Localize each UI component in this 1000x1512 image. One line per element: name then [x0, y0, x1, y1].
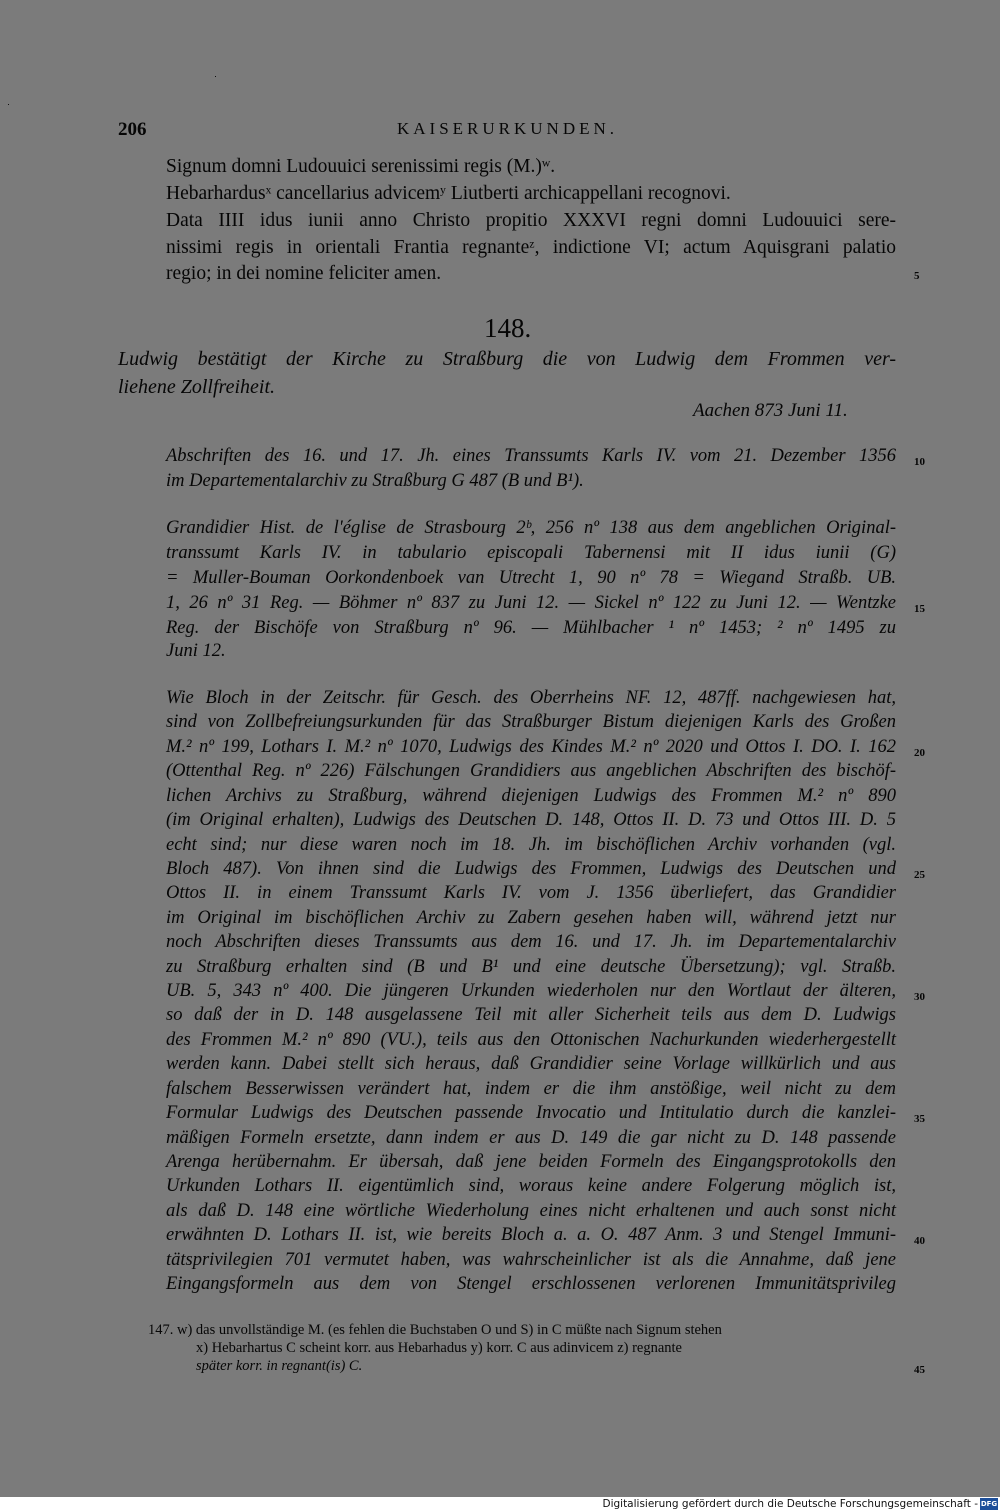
intro-line: regio; in dei nomine feliciter amen. [166, 263, 442, 284]
literature-line: = Muller-Bouman Oorkondenboek van Utrecht 1, 90 nº 78 = Wiegand Straßb. UB. [166, 568, 896, 588]
commentary-line: des Frommen M.² nº 890 (VU.), teils aus den Ottonischen Nachurkunden wiederhergestellt [166, 1030, 896, 1050]
running-title: KAISERURKUNDEN. [397, 119, 619, 138]
literature-line: 1, 26 nº 31 Reg. — Böhmer nº 837 zu Juni 12. — Sickel nº 122 zu Juni 12. — Wentzke [166, 593, 896, 613]
commentary-line: sind von Zollbefreiungsurkunden für das Straßburger Bistum diejenigen Karls des Großen [166, 712, 896, 732]
intro-line: Data IIII idus iunii anno Christo propitio XXXVI regni domni Ludouuici sere- [166, 210, 896, 231]
literature-line: Grandidier Hist. de l'église de Strasbourg 2ᵇ, 256 nº 138 aus dem angeblichen Original- [166, 518, 896, 538]
dfg-logo: DFG [980, 1500, 998, 1508]
intro-line: Hebarhardusˣ cancellarius advicemʸ Liutberti archicappellani recognovi. [166, 183, 731, 204]
commentary-line: falschem Besserwissen verändert hat, indem er die ihm anstößige, weil nicht zu dem [166, 1079, 896, 1099]
footnote-line: x) Hebarhartus C scheint korr. aus Hebarhadus y) korr. C aus adinvicem z) regnante [196, 1340, 682, 1356]
document-number: 148. [484, 313, 532, 343]
line-number: 45 [914, 1364, 925, 1376]
line-number: 40 [914, 1235, 925, 1247]
page-number: 206 [118, 119, 147, 140]
commentary-line: Eingangsformeln aus dem von Stengel erschlossenen verlorenen Immunitätsprivileg [166, 1274, 896, 1294]
commentary-line: UB. 5, 343 nº 400. Die jüngeren Urkunden wiederholen nur den Wortlaut der älteren, [166, 981, 896, 1001]
commentary-line: echt sind; nur diese waren noch im 18. Jh. im bischöflichen Archiv vorhanden (vgl. [166, 835, 896, 855]
literature-line: transsumt Karls IV. in tabulario episcopali Tabernensi mit II idus iunii (G) [166, 543, 896, 563]
literature-line: Juni 12. [166, 641, 226, 661]
scan-speck [215, 76, 216, 77]
document-summary: Ludwig bestätigt der Kirche zu Straßburg die von Ludwig dem Frommen ver- [118, 348, 896, 370]
commentary-line: Arenga herübernahm. Er übersah, daß jene beiden Formeln des Eingangsprotokolls den [166, 1152, 896, 1172]
line-number: 35 [914, 1113, 925, 1125]
commentary-line: Bloch 487). Von ihnen sind die Ludwigs des Frommen, Ludwigs des Deutschen und [166, 859, 896, 879]
commentary-line: werden kann. Dabei stellt sich heraus, daß Grandidier seine Vorlage willkürlich und aus [166, 1054, 896, 1074]
line-number: 20 [914, 747, 925, 759]
intro-line: Signum domni Ludouuici serenissimi regis (M.)ʷ. [166, 156, 556, 177]
commentary-line: Wie Bloch in der Zeitschr. für Gesch. des Oberrheins NF. 12, 487ff. nachgewiesen hat, [166, 688, 896, 708]
commentary-line: M.² nº 199, Lothars I. M.² nº 1070, Ludwigs des Kindes M.² nº 2020 und Ottos I. DO. I. 162 [166, 737, 896, 757]
digitization-credit-bar [0, 1497, 1000, 1512]
literature-line: Reg. der Bischöfe von Straßburg nº 96. — Mühlbacher ¹ nº 1453; ² nº 1495 zu [166, 618, 896, 638]
sources-line: im Departementalarchiv zu Straßburg G 487 (B und B¹). [166, 471, 584, 491]
line-number: 15 [914, 603, 925, 615]
sources-line: Abschriften des 16. und 17. Jh. eines Transsumts Karls IV. vom 21. Dezember 1356 [166, 446, 896, 466]
line-number: 30 [914, 991, 925, 1003]
commentary-line: Ottos II. in einem Transsumt Karls IV. vom J. 1356 überliefert, das Grandidier [166, 883, 896, 903]
commentary-line: Formular Ludwigs des Deutschen passende Invocatio und Intitulatio durch die kanzlei- [166, 1103, 896, 1123]
commentary-line: lichen Archivs zu Straßburg, während diejenigen Ludwigs des Frommen M.² nº 890 [166, 786, 896, 806]
commentary-line: Urkunden Lothars II. eigentümlich sind, woraus keine andere Folgerung möglich ist, [166, 1176, 896, 1196]
footnote-line: später korr. in regnant(is) C. [196, 1358, 363, 1374]
commentary-line: (Ottenthal Reg. nº 226) Fälschungen Grandidiers aus angeblichen Abschriften des bischöf- [166, 761, 896, 781]
scan-speck [8, 104, 9, 105]
commentary-line: so daß der in D. 148 ausgelassene Teil mit aller Sicherheit teils aus dem D. Ludwigs [166, 1005, 896, 1025]
digitization-credit: Digitalisierung gefördert durch die Deutsche Forschungsgemeinschaft - [602, 1498, 978, 1510]
line-number: 5 [914, 270, 920, 282]
commentary-line: tätsprivilegien 701 vermutet haben, was wahrscheinlicher ist als die Annahme, daß jene [166, 1250, 896, 1270]
commentary-line: noch Abschriften dieses Transsumts aus dem 16. und 17. Jh. im Departementalarchiv [166, 932, 896, 952]
intro-line: nissimi regis in orientali Frantia regnanteᶻ, indictione VI; actum Aquisgrani palatio [166, 237, 896, 258]
place-date: Aachen 873 Juni 11. [693, 400, 848, 421]
commentary-line: (im Original erhalten), Ludwigs des Deutschen D. 148, Ottos II. D. 73 und Ottos III. D. 5 [166, 810, 896, 830]
footnote-line: 147. w) das unvollständige M. (es fehlen die Buchstaben O und S) in C müßte nach Signum stehen [148, 1322, 722, 1338]
document-summary: liehene Zollfreiheit. [118, 376, 276, 398]
commentary-line: erwähnten D. Lothars II. ist, wie bereits Bloch a. a. O. 487 Anm. 3 und Stengel Immuni- [166, 1225, 896, 1245]
line-number: 10 [914, 456, 925, 468]
commentary-line: zu Straßburg erhalten sind (B und B¹ und eine deutsche Übersetzung); vgl. Straßb. [166, 957, 896, 977]
line-number: 25 [914, 869, 925, 881]
commentary-line: als daß D. 148 eine wörtliche Wiederholung eines nicht erhaltenen und auch sonst nicht [166, 1201, 896, 1221]
commentary-line: im Original im bischöflichen Archiv zu Zabern gesehen haben will, während jetzt nur [166, 908, 896, 928]
commentary-line: mäßigen Formeln ersetzte, dann indem er aus D. 149 die gar nicht zu D. 148 passende [166, 1128, 896, 1148]
